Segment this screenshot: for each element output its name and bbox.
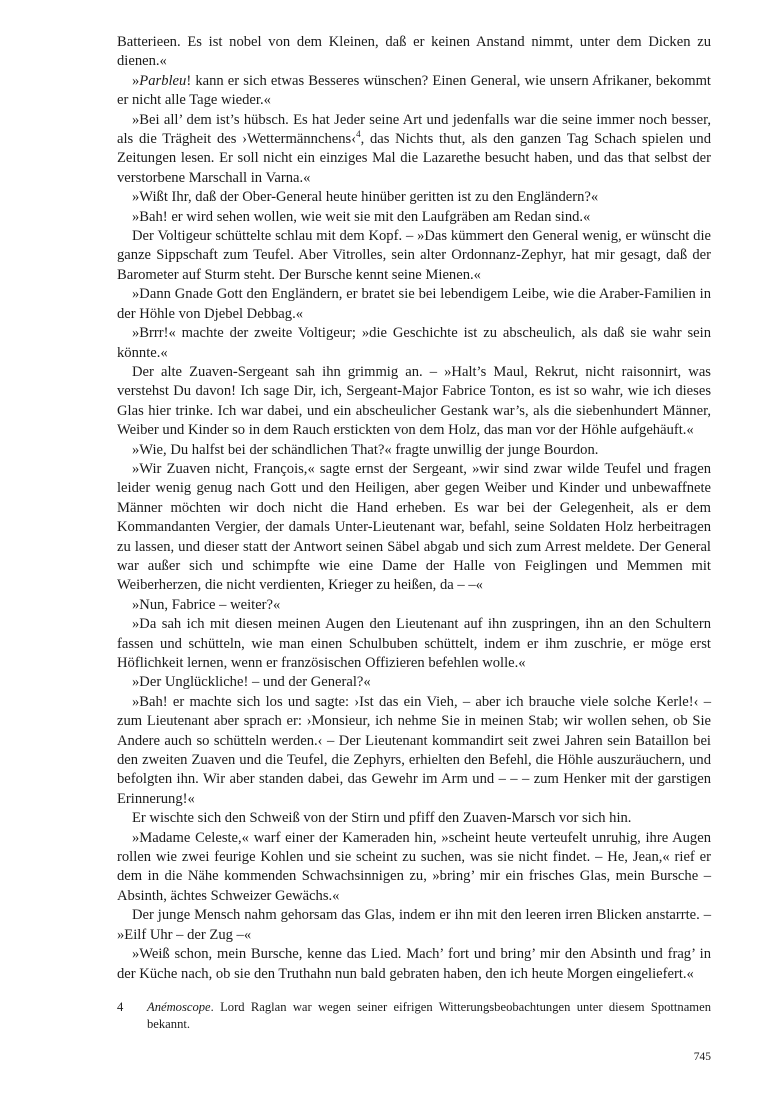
paragraph-2: »Parbleu! kann er sich etwas Besseres wünschen? Einen General, wie unsern Afrikaner, bekommt er nicht alle Tage wieder.« <box>117 72 711 109</box>
footnote <box>117 999 711 1033</box>
paragraph-4: »Wißt Ihr, daß der Ober-General heute hinüber geritten ist zu den Engländern?« <box>132 189 599 206</box>
italic-word: Parbleu <box>139 72 187 89</box>
footnote-term: Anémoscope <box>147 1000 211 1014</box>
page-number: 745 <box>693 1051 711 1063</box>
paragraph-3: »Bei all’ dem ist’s hübsch. Es hat Jeder seine Art und jedenfalls war die seine immer noch besser, als die Trägheit des ›Wettermännchens‹$^4$, das Nichts thut, als den ganzen Tag Schach spielen und Zeitungen lesen. Er soll nicht ein einziges Mal die Lazarethe besucht haben, und das that selbst der verstorbene Marschall in Varna.« <box>117 111 711 186</box>
paragraph-6: Der Voltigeur schüttelte schlau mit dem Kopf. – »Das kümmert den General wenig, er wünscht die ganze Sippschaft zum Teufel. Aber Vitrolles, sein alter Ordonnanz-Zephyr, hat mir gesagt, daß der Barometer auf Sturm steht. Der Bursche kennt seine Mienen.« <box>117 228 711 283</box>
paragraph-13: »Da sah ich mit diesen meinen Augen den Lieutenant auf ihn zuspringen, ihn an den Schultern fassen und schütteln, wie man einen Schulbuben schüttelt, indem er ihm zuschrie, er möge erst Höflichkeit lernen, wenn er französischen Offizieren befehlen wolle.« <box>117 616 711 671</box>
paragraph-5: »Bah! er wird sehen wollen, wie weit sie mit den Laufgräben am Redan sind.« <box>132 208 591 225</box>
paragraph-1: Batterieen. Es ist nobel von dem Kleinen, daß er keinen Anstand nimmt, unter dem Dicken zu dienen.« <box>117 34 711 70</box>
paragraph-8: »Brrr!« machte der zweite Voltigeur; »die Geschichte ist zu abscheulich, als daß sie wahr sein könnte.« <box>117 325 711 361</box>
paragraph-12: »Nun, Fabrice – weiter?« <box>132 596 281 613</box>
footnote-body <box>147 999 711 1033</box>
paragraph-11: »Wir Zuaven nicht, François,« sagte ernst der Sergeant, »wir sind zwar wilde Teufel und fragen leider wenig genug nach Gott und den Heiligen, aber gegen Weiber und Kinder und unbewaffnete Männer möchten wir doch nicht die Hand erheben. Es war bei der Gelegenheit, als er dem Kommandanten Vergier, der damals Unter-Lieutenant war, befahl, seine Soldaten Holz herbeitragen zu lassen, und dieser statt der Antwort seinen Säbel abgab und sich zum Arrest meldete. Der General war außer sich und schimpfte wie eine Dame der Halle von Feiglingen und Memmen mit Weiberherzen, die nicht verdienten, Krieger zu heißen, da – –« <box>117 460 711 594</box>
paragraph-14: »Der Unglückliche! – und der General?« <box>132 674 371 691</box>
footnote-text: . Lord Raglan war wegen seiner eifrigen Witterungsbeobachtungen unter diesem Spottnamen bekannt. <box>147 1000 711 1031</box>
paragraph-7: »Dann Gnade Gott den Engländern, er bratet sie bei lebendigem Leibe, wie die Araber-Familien in der Höhle von Djebel Debbag.« <box>117 286 711 322</box>
main-text <box>117 33 711 984</box>
paragraph-15: »Bah! er machte sich los und sagte: ›Ist das ein Vieh, – aber ich brauche viele solche Kerle!‹ – zum Lieutenant aber sprach er: ›Monsieur, ich nehme Sie in meinen Stab; wir wollen sehen, ob Sie Andere auch so schütteln werden.‹ – Der Lieutenant kommandirt seit zwei Jahren sein Bataillon bei den zweiten Zuaven und die Teufel, die Zephyrs, erhielten den Befehl, die Höhle auszuräuchern, und befolgten ihn. Wir aber standen dabei, das Gewehr im Arm und – – – zum Henker mit der garstigen Erinnerung!« <box>117 693 711 807</box>
paragraph-19: »Weiß schon, mein Bursche, kenne das Lied. Mach’ fort und bring’ mir den Absinth und frag’ in der Küche nach, ob sie den Truthahn nun bald gebraten haben, den ich heute Morgen eingeliefert.« <box>117 946 711 982</box>
paragraph-9: Der alte Zuaven-Sergeant sah ihn grimmig an. – »Halt’s Maul, Rekrut, nicht raisonnirt, was verstehst Du davon! Ich sage Dir, ich, Sergeant-Major Fabrice Tonton, es ist so wahr, wie ich dieses Glas hier trinke. Ich war dabei, und ein abscheulicher Gestank war’s, als die siebenhundert Männer, Weiber und Kinder so in dem Rauch erstickten von dem Holz, das man vor der Höhle aufgehäuft.« <box>117 363 711 439</box>
paragraph-16: Er wischte sich den Schweiß von der Stirn und pfiff den Zuaven-Marsch vor sich hin. <box>132 810 632 827</box>
paragraph-18: Der junge Mensch nahm gehorsam das Glas, indem er ihn mit den leeren irren Blicken anstarrte. – »Eilf Uhr – der Zug –« <box>117 907 711 943</box>
footnote-number: 4 <box>117 1000 124 1014</box>
text-body <box>117 33 711 984</box>
paragraph-17: »Madame Celeste,« warf einer der Kameraden hin, »scheint heute verteufelt unruhig, ihre Augen rollen wie zwei feurige Kohlen und sie scheint zu suchen, was sie nicht findet. – He, Jean,« rief er dem in die Nähe kommenden Schwachsinnigen zu, »bring’ mir ein frisches Glas, mein Bursche – Absinth, ächtes Schweizer Gewächs.« <box>117 829 711 904</box>
footnote-marker[interactable]: 4 <box>356 129 361 140</box>
paragraph-10: »Wie, Du halfst bei der schändlichen That?« fragte unwillig der junge Bourdon. <box>132 441 599 458</box>
